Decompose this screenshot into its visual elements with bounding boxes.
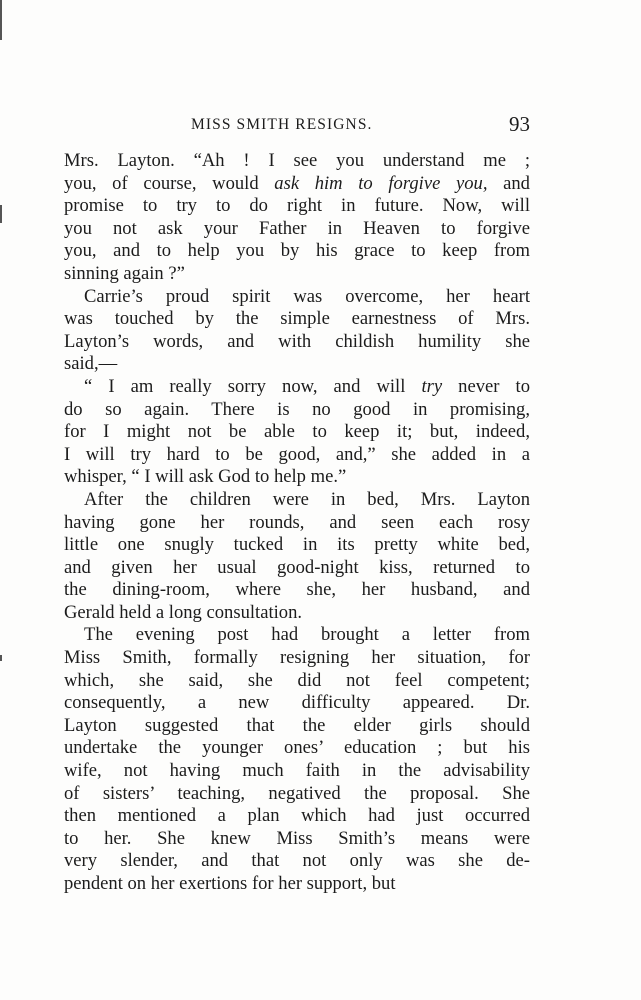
text-line: [64, 647, 530, 670]
text-segment: and: [487, 172, 530, 194]
text-segment: Miss Smith, formally resigning her situation, for: [64, 647, 530, 669]
text-line: [64, 828, 530, 851]
text-segment: very slender, and that not only was she de-: [64, 850, 530, 872]
running-title: MISS SMITH RESIGNS.: [191, 116, 373, 133]
text-segment: wife, not having much faith in the advisability: [64, 760, 530, 782]
scan-edge-mark: [0, 655, 2, 661]
scan-edge-mark: [0, 205, 2, 223]
text-segment: Layton suggested that the elder girls should: [64, 714, 530, 736]
text-line: [64, 692, 530, 715]
text-line: [64, 173, 530, 196]
text-line: [64, 737, 530, 760]
paragraph: [64, 150, 530, 286]
text-line: [64, 195, 530, 218]
text-segment: of sisters’ teaching, negatived the proposal. She: [64, 782, 530, 804]
text-line: [64, 624, 530, 647]
body-text: [64, 150, 530, 896]
text-line: [64, 399, 530, 422]
paragraph: [64, 624, 530, 895]
text-segment: you, of course, would: [64, 172, 275, 194]
scan-edge-mark: [0, 0, 2, 40]
text-segment: Layton’s words, and with childish humility she: [64, 330, 530, 352]
text-line: [64, 489, 530, 512]
text-line: [64, 240, 530, 263]
text-segment: the dining-room, where she, her husband, and: [64, 579, 530, 601]
text-segment: said,—: [64, 353, 118, 375]
text-segment: then mentioned a plan which had just occurred: [64, 805, 530, 827]
text-segment: you, and to help you by his grace to keep from: [64, 240, 530, 262]
text-segment: “ I am really sorry now, and will: [84, 375, 422, 397]
page-number: 93: [509, 112, 530, 136]
text-line: [64, 512, 530, 535]
text-segment: sinning again ?”: [64, 262, 185, 284]
text-segment: pendent on her exertions for her support, but: [64, 873, 396, 894]
paragraph: [64, 376, 530, 489]
italic-text: ask him to forgive you,: [274, 172, 488, 194]
text-segment: Carrie’s proud spirit was overcome, her heart: [84, 285, 530, 307]
text-line: [64, 376, 530, 399]
text-line: [64, 466, 530, 489]
text-segment: The evening post had brought a letter from: [84, 624, 530, 646]
text-line: [64, 602, 530, 625]
text-segment: never to: [442, 375, 530, 397]
text-line: [64, 150, 530, 173]
text-line: [64, 534, 530, 557]
text-line: [64, 670, 530, 693]
text-segment: was touched by the simple earnestness of Mrs.: [64, 308, 530, 330]
text-segment: little one snugly tucked in its pretty white bed,: [64, 534, 530, 556]
text-line: [64, 286, 530, 309]
running-head: [64, 112, 530, 138]
paragraph: [64, 286, 530, 376]
text-segment: Gerald held a long consultation.: [64, 601, 303, 623]
text-segment: Mrs. Layton. “Ah ! I see you understand me ;: [64, 150, 530, 171]
text-segment: for I might not be able to keep it; but, indeed,: [64, 421, 530, 443]
text-line: [64, 263, 530, 286]
text-line: [64, 444, 530, 467]
text-segment: I will try hard to be good, and,” she added in a: [64, 443, 530, 465]
text-segment: having gone her rounds, and seen each rosy: [64, 511, 530, 533]
text-segment: do so again. There is no good in promising,: [64, 398, 530, 420]
text-line: [64, 760, 530, 783]
text-line: [64, 783, 530, 806]
paragraph: [64, 489, 530, 625]
text-segment: whisper, “ I will ask God to help me.”: [64, 466, 347, 488]
text-line: [64, 579, 530, 602]
text-line: [64, 353, 530, 376]
text-line: [64, 218, 530, 241]
text-line: [64, 805, 530, 828]
text-segment: and given her usual good-night kiss, returned to: [64, 556, 530, 578]
text-segment: After the children were in bed, Mrs. Layton: [84, 488, 530, 510]
text-line: [64, 873, 530, 896]
text-segment: to her. She knew Miss Smith’s means were: [64, 827, 530, 849]
text-line: [64, 421, 530, 444]
text-segment: promise to try to do right in future. Now, will: [64, 195, 530, 217]
text-line: [64, 308, 530, 331]
text-line: [64, 557, 530, 580]
text-line: [64, 850, 530, 873]
text-segment: undertake the younger ones’ education ; but his: [64, 737, 530, 759]
text-segment: consequently, a new difficulty appeared. Dr.: [64, 692, 530, 714]
text-segment: which, she said, she did not feel competent;: [64, 669, 530, 691]
text-segment: you not ask your Father in Heaven to forgive: [64, 217, 530, 239]
text-line: [64, 331, 530, 354]
italic-text: try: [421, 375, 443, 397]
text-line: [64, 715, 530, 738]
